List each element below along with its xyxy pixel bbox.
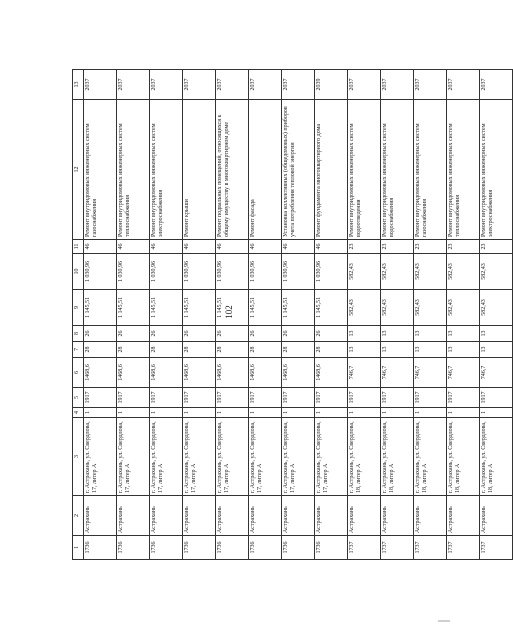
city-cell: Астрахань xyxy=(315,496,348,536)
year-built-cell: 1917 xyxy=(216,388,249,408)
total-cost-cell: 1 145,51 xyxy=(315,290,348,326)
unit-cost-cell: 582,43 xyxy=(348,254,381,290)
city-cell: Астрахань xyxy=(414,496,447,536)
year-built-cell: 1917 xyxy=(282,388,315,408)
unit-cost-cell: 1 030,96 xyxy=(315,254,348,290)
repair-schedule-table xyxy=(72,69,513,560)
total-cost-cell: 1 145,51 xyxy=(150,290,183,326)
column-number-row xyxy=(73,70,84,560)
col-11-value-cell: 46 xyxy=(117,240,150,254)
address-cell: г. Астрахань, ул. Свердлова, 17, литер А xyxy=(315,418,348,496)
year-built-cell: 1917 xyxy=(249,388,282,408)
total-cost-cell: 582,43 xyxy=(414,290,447,326)
year-planned-cell: 2037 xyxy=(216,70,249,100)
floors-cell: 1 xyxy=(183,408,216,418)
work-type-cell: Ремонт внутридомовых инженерных систем теплоснабжения xyxy=(447,100,480,240)
year-planned-cell: 2037 xyxy=(183,70,216,100)
column-number-13: 13 xyxy=(73,70,84,100)
address-cell: г. Астрахань, ул. Свердлова, 18, литер А xyxy=(348,418,381,496)
column-number-1: 1 xyxy=(73,536,84,560)
work-type-cell: Ремонт внутридомовых инженерных систем электроснабжения xyxy=(480,100,513,240)
col-8-value-cell: 26 xyxy=(150,326,183,342)
total-cost-cell: 582,43 xyxy=(480,290,513,326)
col-7-value-cell: 13 xyxy=(447,342,480,358)
col-8-value-cell: 26 xyxy=(282,326,315,342)
column-number-7: 7 xyxy=(73,342,84,358)
year-planned-cell: 2037 xyxy=(150,70,183,100)
work-type-cell: Ремонт внутридомовых инженерных систем газоснабжения xyxy=(84,100,117,240)
col-7-value-cell: 13 xyxy=(381,342,414,358)
col-7-value-cell: 28 xyxy=(183,342,216,358)
address-cell: г. Астрахань, ул. Свердлова, 17, литер А xyxy=(150,418,183,496)
unit-cost-cell: 582,43 xyxy=(414,254,447,290)
year-planned-cell: 2039 xyxy=(315,70,348,100)
page-number: 102 xyxy=(223,305,234,319)
column-number-5: 5 xyxy=(73,388,84,408)
work-type-cell: Ремонт подвальных помещений, относящихся к общему имуществу в многоквартирном доме xyxy=(216,100,249,240)
table-row xyxy=(381,70,414,560)
col-8-value-cell: 13 xyxy=(447,326,480,342)
city-cell: Астрахань xyxy=(216,496,249,536)
year-planned-cell: 2037 xyxy=(381,70,414,100)
col-11-value-cell: 23 xyxy=(381,240,414,254)
floors-cell: 1 xyxy=(117,408,150,418)
table-row xyxy=(282,70,315,560)
row-id-cell: 1737 xyxy=(480,536,513,560)
row-id-cell: 1736 xyxy=(117,536,150,560)
area-cell: 746,7 xyxy=(447,358,480,388)
table-row xyxy=(348,70,381,560)
floors-cell: 1 xyxy=(216,408,249,418)
area-cell: 1468,6 xyxy=(117,358,150,388)
area-cell: 746,7 xyxy=(348,358,381,388)
area-cell: 1468,6 xyxy=(150,358,183,388)
col-11-value-cell: 23 xyxy=(447,240,480,254)
unit-cost-cell: 582,43 xyxy=(447,254,480,290)
floors-cell: 1 xyxy=(249,408,282,418)
col-11-value-cell: 23 xyxy=(414,240,447,254)
total-cost-cell: 1 145,51 xyxy=(183,290,216,326)
year-built-cell: 1917 xyxy=(447,388,480,408)
total-cost-cell: 582,43 xyxy=(381,290,414,326)
column-number-2: 2 xyxy=(73,496,84,536)
col-11-value-cell: 46 xyxy=(282,240,315,254)
work-type-cell: Ремонт крыши xyxy=(183,100,216,240)
col-8-value-cell: 13 xyxy=(414,326,447,342)
table-row xyxy=(447,70,480,560)
work-type-cell: Ремонт фасада xyxy=(249,100,282,240)
col-8-value-cell: 26 xyxy=(183,326,216,342)
floors-cell: 1 xyxy=(315,408,348,418)
year-built-cell: 1917 xyxy=(480,388,513,408)
city-cell: Астрахань xyxy=(480,496,513,536)
column-number-6: 6 xyxy=(73,358,84,388)
city-cell: Астрахань xyxy=(348,496,381,536)
row-id-cell: 1736 xyxy=(216,536,249,560)
rotated-table-container xyxy=(72,70,494,560)
col-7-value-cell: 13 xyxy=(480,342,513,358)
col-8-value-cell: 26 xyxy=(84,326,117,342)
col-11-value-cell: 46 xyxy=(249,240,282,254)
col-11-value-cell: 46 xyxy=(183,240,216,254)
address-cell: г. Астрахань, ул. Свердлова, 17, литер А xyxy=(216,418,249,496)
year-planned-cell: 2037 xyxy=(348,70,381,100)
table-row xyxy=(183,70,216,560)
city-cell: Астрахань xyxy=(447,496,480,536)
unit-cost-cell: 1 030,96 xyxy=(216,254,249,290)
total-cost-cell: 582,43 xyxy=(348,290,381,326)
table-row xyxy=(216,70,249,560)
row-id-cell: 1736 xyxy=(282,536,315,560)
col-7-value-cell: 28 xyxy=(249,342,282,358)
year-planned-cell: 2037 xyxy=(249,70,282,100)
col-7-value-cell: 28 xyxy=(216,342,249,358)
address-cell: г. Астрахань, ул. Свердлова, 18, литер А xyxy=(414,418,447,496)
col-11-value-cell: 23 xyxy=(480,240,513,254)
row-id-cell: 1737 xyxy=(414,536,447,560)
area-cell: 1468,6 xyxy=(282,358,315,388)
column-number-11: 11 xyxy=(73,240,84,254)
total-cost-cell: 1 145,51 xyxy=(216,290,249,326)
work-type-cell: Ремонт внутридомовых инженерных систем теплоснабжения xyxy=(117,100,150,240)
total-cost-cell: 1 145,51 xyxy=(117,290,150,326)
table-row xyxy=(117,70,150,560)
unit-cost-cell: 1 030,96 xyxy=(282,254,315,290)
table-row xyxy=(480,70,513,560)
col-8-value-cell: 26 xyxy=(315,326,348,342)
column-number-4: 4 xyxy=(73,408,84,418)
table-row xyxy=(84,70,117,560)
column-number-8: 8 xyxy=(73,326,84,342)
area-cell: 1468,6 xyxy=(216,358,249,388)
floors-cell: 1 xyxy=(150,408,183,418)
address-cell: г. Астрахань, ул. Свердлова, 17, литер А xyxy=(183,418,216,496)
col-11-value-cell: 46 xyxy=(315,240,348,254)
col-11-value-cell: 46 xyxy=(150,240,183,254)
address-cell: г. Астрахань, ул. Свердлова, 17, литер А xyxy=(282,418,315,496)
unit-cost-cell: 582,43 xyxy=(480,254,513,290)
floors-cell: 1 xyxy=(84,408,117,418)
col-7-value-cell: 28 xyxy=(315,342,348,358)
year-built-cell: 1917 xyxy=(84,388,117,408)
year-built-cell: 1917 xyxy=(315,388,348,408)
floors-cell: 1 xyxy=(381,408,414,418)
area-cell: 1468,6 xyxy=(183,358,216,388)
area-cell: 746,7 xyxy=(480,358,513,388)
total-cost-cell: 582,43 xyxy=(447,290,480,326)
column-number-10: 10 xyxy=(73,254,84,290)
floors-cell: 1 xyxy=(282,408,315,418)
row-id-cell: 1736 xyxy=(315,536,348,560)
floors-cell: 1 xyxy=(447,408,480,418)
row-id-cell: 1736 xyxy=(249,536,282,560)
unit-cost-cell: 1 030,96 xyxy=(249,254,282,290)
unit-cost-cell: 1 030,96 xyxy=(84,254,117,290)
row-id-cell: 1737 xyxy=(381,536,414,560)
year-built-cell: 1917 xyxy=(150,388,183,408)
table-row xyxy=(150,70,183,560)
year-planned-cell: 2037 xyxy=(480,70,513,100)
year-built-cell: 1917 xyxy=(348,388,381,408)
address-cell: г. Астрахань, ул. Свердлова, 17, литер А xyxy=(117,418,150,496)
unit-cost-cell: 1 030,96 xyxy=(117,254,150,290)
col-11-value-cell: 23 xyxy=(348,240,381,254)
address-cell: г. Астрахань, ул. Свердлова, 18, литер А xyxy=(381,418,414,496)
address-cell: г. Астрахань, ул. Свердлова, 18, литер А xyxy=(447,418,480,496)
col-7-value-cell: 13 xyxy=(348,342,381,358)
column-number-3: 3 xyxy=(73,418,84,496)
table-body xyxy=(84,70,513,560)
year-planned-cell: 2037 xyxy=(414,70,447,100)
col-11-value-cell: 46 xyxy=(84,240,117,254)
work-type-cell: Установка коллективных (общедомовых) приборов учета потребления тепловой энергии xyxy=(282,100,315,240)
work-type-cell: Ремонт внутридомовых инженерных систем электроснабжения xyxy=(150,100,183,240)
floors-cell: 1 xyxy=(480,408,513,418)
area-cell: 1468,6 xyxy=(249,358,282,388)
work-type-cell: Ремонт внутридомовых инженерных систем водоснабжения xyxy=(381,100,414,240)
row-id-cell: 1736 xyxy=(183,536,216,560)
year-planned-cell: 2037 xyxy=(447,70,480,100)
city-cell: Астрахань xyxy=(117,496,150,536)
row-id-cell: 1736 xyxy=(84,536,117,560)
col-7-value-cell: 13 xyxy=(414,342,447,358)
total-cost-cell: 1 145,51 xyxy=(84,290,117,326)
area-cell: 746,7 xyxy=(414,358,447,388)
area-cell: 1468,6 xyxy=(315,358,348,388)
city-cell: Астрахань xyxy=(183,496,216,536)
total-cost-cell: 1 145,51 xyxy=(282,290,315,326)
col-8-value-cell: 26 xyxy=(249,326,282,342)
unit-cost-cell: 1 030,96 xyxy=(150,254,183,290)
address-cell: г. Астрахань, ул. Свердлова, 18, литер А xyxy=(480,418,513,496)
city-cell: Астрахань xyxy=(282,496,315,536)
table-row xyxy=(414,70,447,560)
work-type-cell: Ремонт внутридомовых инженерных систем водоотведения xyxy=(348,100,381,240)
area-cell: 1468,6 xyxy=(84,358,117,388)
area-cell: 746,7 xyxy=(381,358,414,388)
address-cell: г. Астрахань, ул. Свердлова, 17, литер А xyxy=(84,418,117,496)
row-id-cell: 1737 xyxy=(348,536,381,560)
col-7-value-cell: 28 xyxy=(150,342,183,358)
work-type-cell: Ремонт внутридомовых инженерных систем газоснабжения xyxy=(414,100,447,240)
year-planned-cell: 2037 xyxy=(84,70,117,100)
table-row xyxy=(249,70,282,560)
scan-edge-mark xyxy=(438,620,450,622)
col-7-value-cell: 28 xyxy=(282,342,315,358)
year-built-cell: 1917 xyxy=(183,388,216,408)
column-number-12: 12 xyxy=(73,100,84,240)
col-8-value-cell: 13 xyxy=(381,326,414,342)
table-row xyxy=(315,70,348,560)
year-built-cell: 1917 xyxy=(414,388,447,408)
work-type-cell: Ремонт фундамента многоквартирного дома xyxy=(315,100,348,240)
col-8-value-cell: 26 xyxy=(216,326,249,342)
year-planned-cell: 2037 xyxy=(282,70,315,100)
col-11-value-cell: 46 xyxy=(216,240,249,254)
row-id-cell: 1737 xyxy=(447,536,480,560)
unit-cost-cell: 1 030,96 xyxy=(183,254,216,290)
city-cell: Астрахань xyxy=(249,496,282,536)
address-cell: г. Астрахань, ул. Свердлова, 17, литер А xyxy=(249,418,282,496)
year-built-cell: 1917 xyxy=(381,388,414,408)
col-7-value-cell: 28 xyxy=(84,342,117,358)
city-cell: Астрахань xyxy=(84,496,117,536)
col-7-value-cell: 28 xyxy=(117,342,150,358)
city-cell: Астрахань xyxy=(150,496,183,536)
col-8-value-cell: 26 xyxy=(117,326,150,342)
year-planned-cell: 2037 xyxy=(117,70,150,100)
year-built-cell: 1917 xyxy=(117,388,150,408)
col-8-value-cell: 13 xyxy=(348,326,381,342)
floors-cell: 1 xyxy=(414,408,447,418)
col-8-value-cell: 13 xyxy=(480,326,513,342)
total-cost-cell: 1 145,51 xyxy=(249,290,282,326)
column-number-9: 9 xyxy=(73,290,84,326)
floors-cell: 1 xyxy=(348,408,381,418)
row-id-cell: 1736 xyxy=(150,536,183,560)
unit-cost-cell: 582,43 xyxy=(381,254,414,290)
city-cell: Астрахань xyxy=(381,496,414,536)
